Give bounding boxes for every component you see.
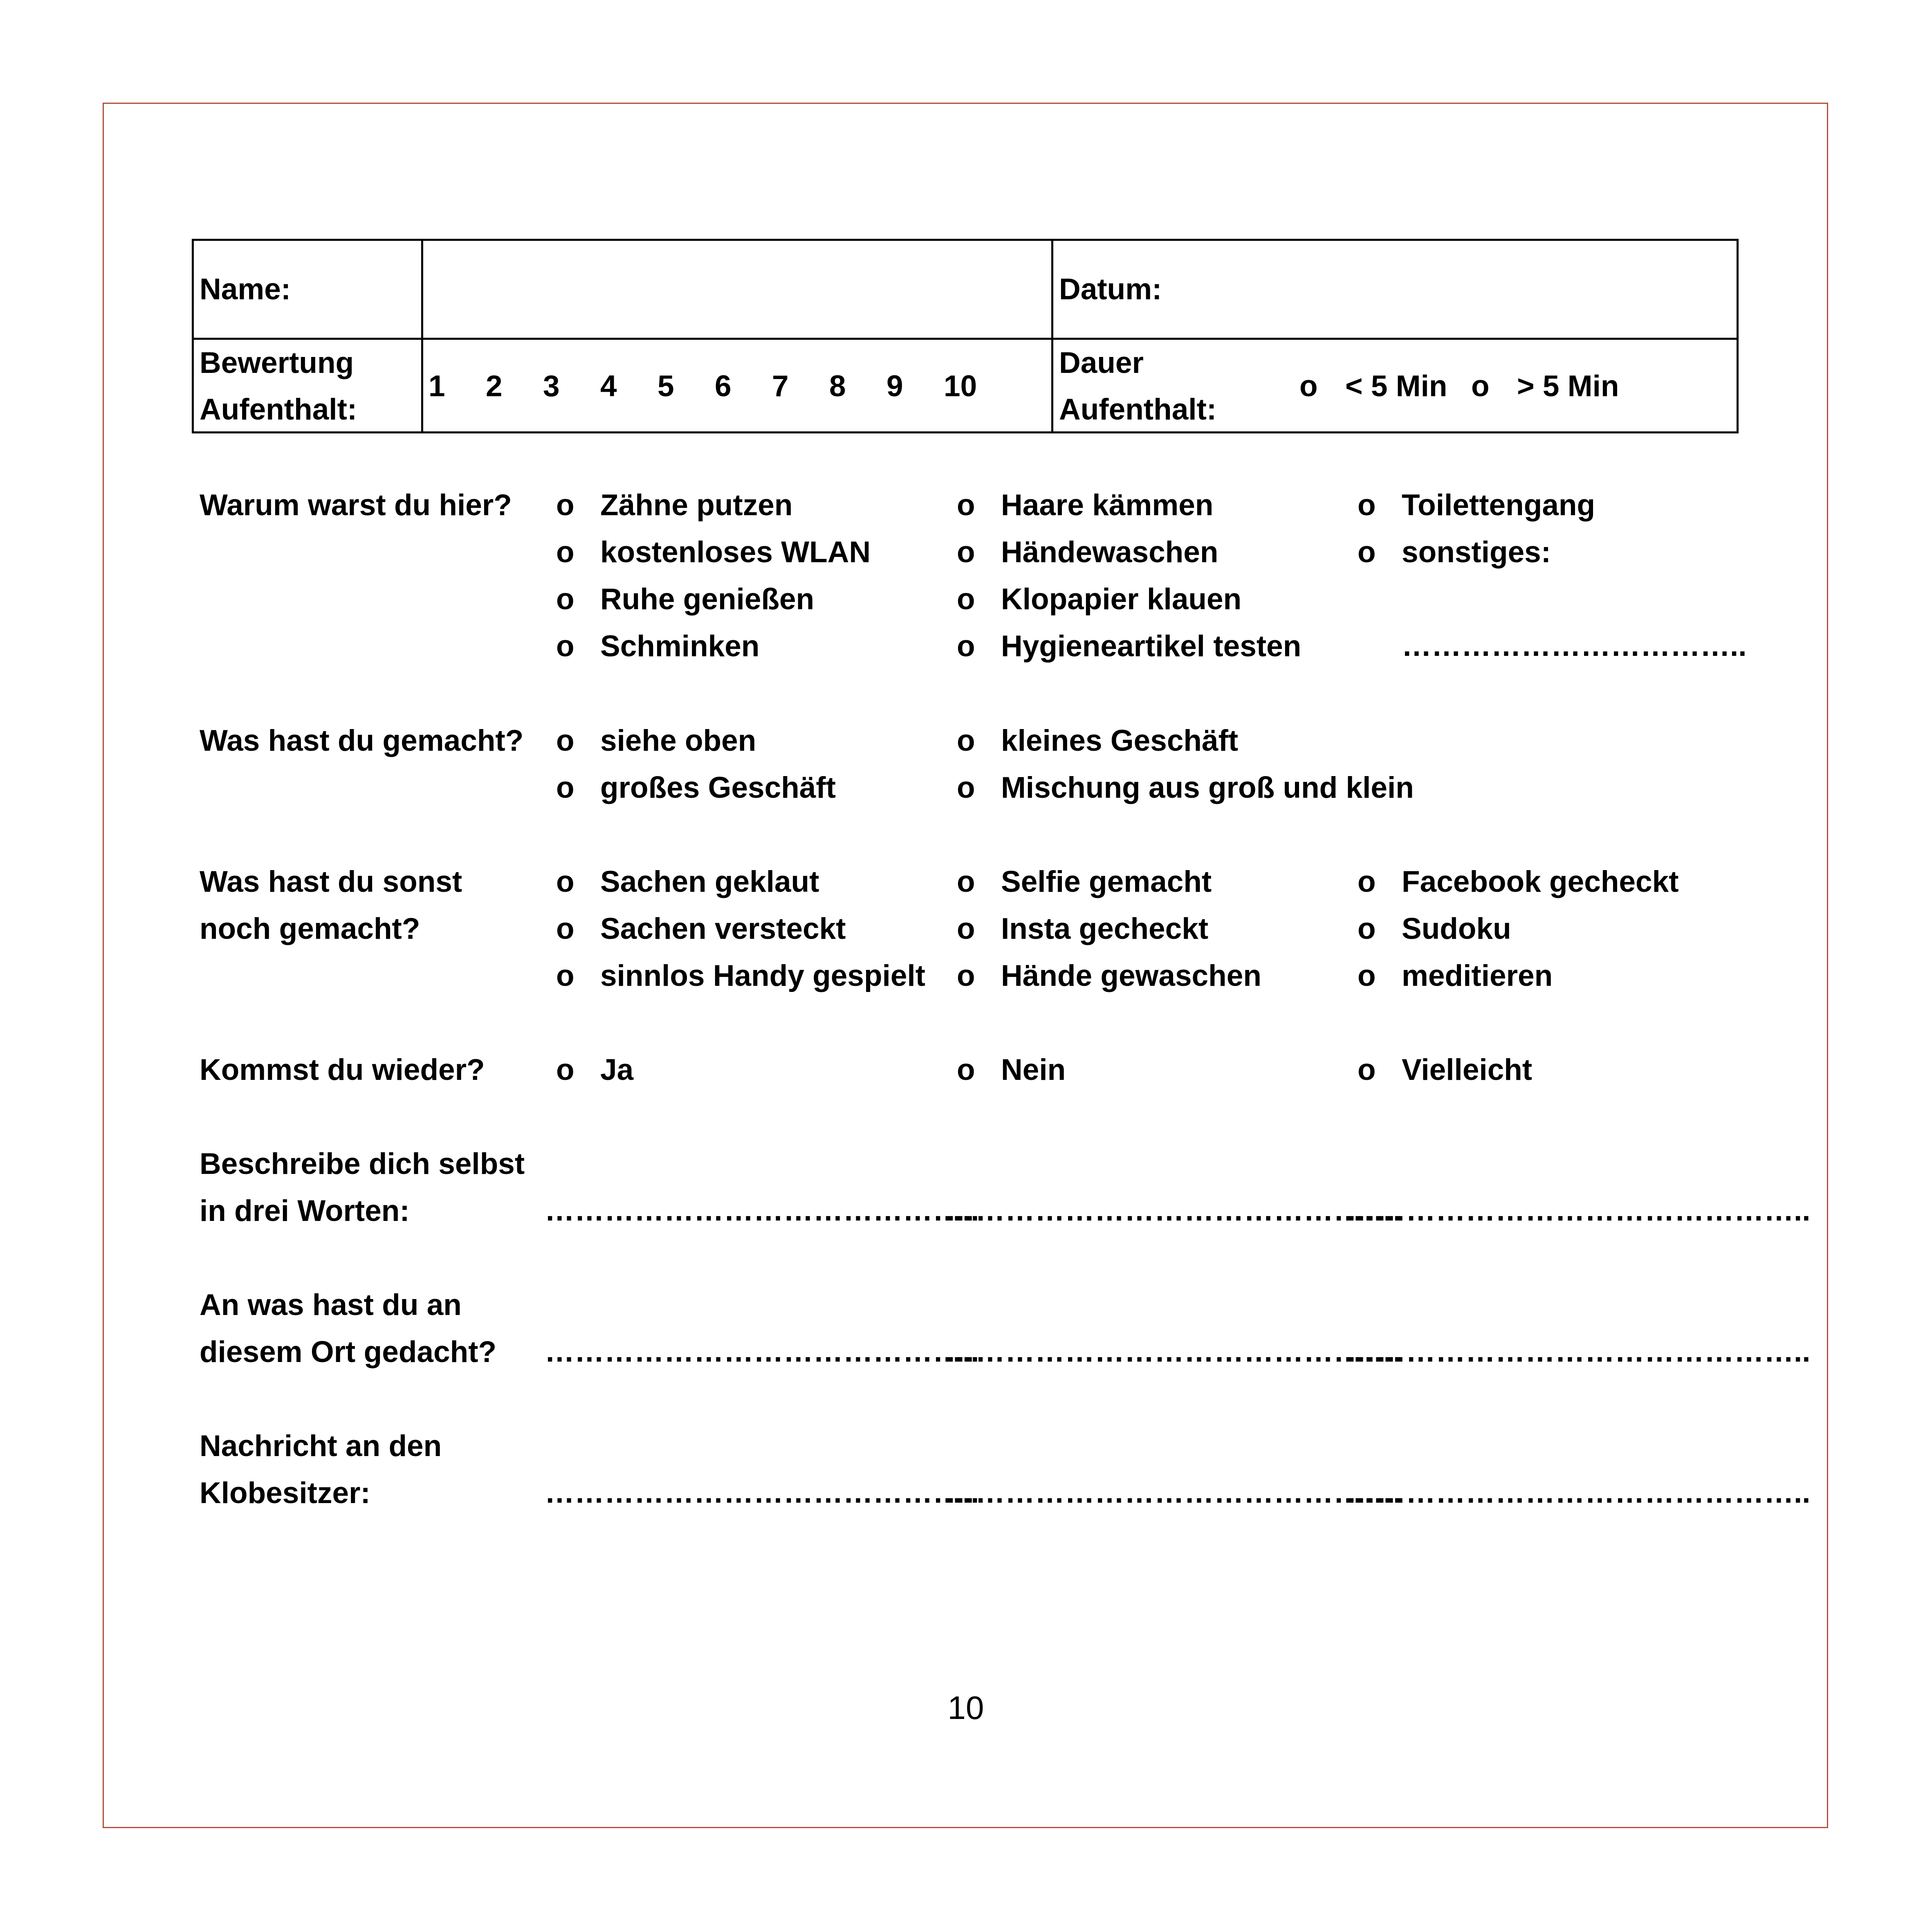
checkbox-bullet[interactable]: o	[556, 724, 574, 757]
rating-option[interactable]: 9	[886, 370, 903, 403]
question-message-line2: Klobesitzer:	[200, 1476, 370, 1510]
option-label[interactable]: Zähne putzen	[600, 489, 793, 522]
option-label[interactable]: kleines Geschäft	[1001, 724, 1239, 757]
checkbox-bullet[interactable]: o	[957, 489, 975, 522]
question-describe-line1: Beschreibe dich selbst	[200, 1147, 525, 1180]
option-label[interactable]: kostenloses WLAN	[600, 536, 871, 569]
question-thought-line2: diesem Ort gedacht?	[200, 1335, 497, 1369]
checkbox-bullet[interactable]: o	[957, 630, 975, 663]
checkbox-bullet[interactable]: o	[556, 959, 574, 992]
answer-blank-line[interactable]: ………………………………………..	[1346, 1335, 1811, 1368]
checkbox-bullet[interactable]: o	[957, 536, 975, 569]
question-describe-line2: in drei Worten:	[200, 1194, 410, 1227]
checkbox-bullet[interactable]: o	[1358, 865, 1376, 898]
other-blank-line[interactable]: ……………………………..	[1402, 629, 1747, 662]
checkbox-bullet[interactable]: o	[1299, 370, 1318, 403]
checkbox-bullet[interactable]: o	[556, 630, 574, 663]
answer-blank-line[interactable]: ……………………………………….	[945, 1335, 1402, 1368]
answer-blank-line[interactable]: ……………………………………….	[945, 1194, 1402, 1227]
question-come-back: Kommst du wieder?	[200, 1053, 485, 1086]
question-message-line1: Nachricht an den	[200, 1429, 442, 1463]
rating-option[interactable]: 2	[486, 370, 503, 403]
answer-blank-line[interactable]: ……………………………………….	[945, 1476, 1402, 1509]
checkbox-bullet[interactable]: o	[957, 583, 975, 616]
rating-option[interactable]: 7	[772, 370, 789, 403]
duration-label-line2: Aufenthalt:	[1059, 393, 1217, 426]
option-label[interactable]: Schminken	[600, 630, 760, 663]
checkbox-bullet[interactable]: o	[957, 959, 975, 992]
option-label[interactable]: Vielleicht	[1402, 1053, 1533, 1086]
checkbox-bullet[interactable]: o	[556, 912, 574, 945]
option-label[interactable]: Sachen versteckt	[600, 912, 846, 945]
checkbox-bullet[interactable]: o	[957, 724, 975, 757]
answer-blank-line[interactable]: ……………………………………..	[545, 1476, 979, 1509]
table-divider	[1051, 241, 1053, 431]
checkbox-bullet[interactable]: o	[957, 912, 975, 945]
checkbox-bullet[interactable]: o	[556, 583, 574, 616]
checkbox-bullet[interactable]: o	[1358, 489, 1376, 522]
rating-option[interactable]: 5	[657, 370, 674, 403]
checkbox-bullet[interactable]: o	[1358, 959, 1376, 992]
option-label[interactable]: Insta gecheckt	[1001, 912, 1209, 945]
option-label[interactable]: Nein	[1001, 1053, 1066, 1086]
question-why-here: Warum warst du hier?	[200, 489, 512, 522]
answer-blank-line[interactable]: ……………………………………..	[545, 1194, 979, 1227]
question-what-else-line1: Was hast du sonst	[200, 865, 462, 898]
rating-option[interactable]: 1	[429, 370, 445, 403]
option-label[interactable]: Ruhe genießen	[600, 583, 815, 616]
option-label[interactable]: Facebook gecheckt	[1402, 865, 1679, 898]
option-label[interactable]: sinnlos Handy gespielt	[600, 959, 926, 992]
option-label[interactable]: Händewaschen	[1001, 536, 1218, 569]
duration-option-long[interactable]: > 5 Min	[1517, 370, 1619, 403]
question-what-else-line2: noch gemacht?	[200, 912, 420, 945]
rating-option[interactable]: 8	[829, 370, 846, 403]
answer-blank-line[interactable]: ………………………………………..	[1346, 1476, 1811, 1509]
option-label[interactable]: Sachen geklaut	[600, 865, 819, 898]
checkbox-bullet[interactable]: o	[1358, 1053, 1376, 1086]
option-label[interactable]: Mischung aus groß und klein	[1001, 771, 1414, 804]
name-field[interactable]	[425, 245, 1047, 333]
option-label[interactable]: Hände gewaschen	[1001, 959, 1261, 992]
duration-label-line1: Dauer	[1059, 346, 1144, 379]
question-thought-line1: An was hast du an	[200, 1288, 462, 1322]
checkbox-bullet[interactable]: o	[957, 1053, 975, 1086]
rating-option[interactable]: 10	[944, 370, 977, 403]
table-divider	[194, 338, 1737, 340]
option-label[interactable]: großes Geschäft	[600, 771, 836, 804]
rating-label-line2: Aufenthalt:	[200, 393, 357, 426]
date-field[interactable]	[1055, 245, 1730, 333]
option-label[interactable]: meditieren	[1402, 959, 1553, 992]
option-label[interactable]: Selfie gemacht	[1001, 865, 1212, 898]
rating-option[interactable]: 3	[543, 370, 560, 403]
rating-option[interactable]: 4	[600, 370, 617, 403]
checkbox-bullet[interactable]: o	[556, 489, 574, 522]
duration-option-short[interactable]: < 5 Min	[1345, 370, 1447, 403]
checkbox-bullet[interactable]: o	[556, 1053, 574, 1086]
checkbox-bullet[interactable]: o	[957, 771, 975, 804]
date-label: Datum:	[1059, 273, 1162, 306]
checkbox-bullet[interactable]: o	[556, 536, 574, 569]
rating-option[interactable]: 6	[715, 370, 732, 403]
page-number: 10	[947, 1690, 984, 1726]
option-label[interactable]: Haare kämmen	[1001, 489, 1214, 522]
checkbox-bullet[interactable]: o	[556, 865, 574, 898]
option-label[interactable]: Toilettengang	[1402, 489, 1595, 522]
checkbox-bullet[interactable]: o	[957, 865, 975, 898]
option-label[interactable]: Hygieneartikel testen	[1001, 630, 1301, 663]
option-label[interactable]: sonstiges:	[1402, 536, 1551, 569]
option-label[interactable]: Sudoku	[1402, 912, 1511, 945]
option-label[interactable]: Klopapier klauen	[1001, 583, 1242, 616]
checkbox-bullet[interactable]: o	[1471, 370, 1490, 403]
checkbox-bullet[interactable]: o	[1358, 536, 1376, 569]
option-label[interactable]: siehe oben	[600, 724, 756, 757]
answer-blank-line[interactable]: ………………………………………..	[1346, 1194, 1811, 1227]
question-what-done: Was hast du gemacht?	[200, 724, 524, 757]
answer-blank-line[interactable]: ……………………………………..	[545, 1335, 979, 1368]
checkbox-bullet[interactable]: o	[556, 771, 574, 804]
name-label: Name:	[200, 273, 291, 306]
table-divider	[421, 241, 423, 431]
option-label[interactable]: Ja	[600, 1053, 634, 1086]
rating-label-line1: Bewertung	[200, 346, 354, 379]
checkbox-bullet[interactable]: o	[1358, 912, 1376, 945]
